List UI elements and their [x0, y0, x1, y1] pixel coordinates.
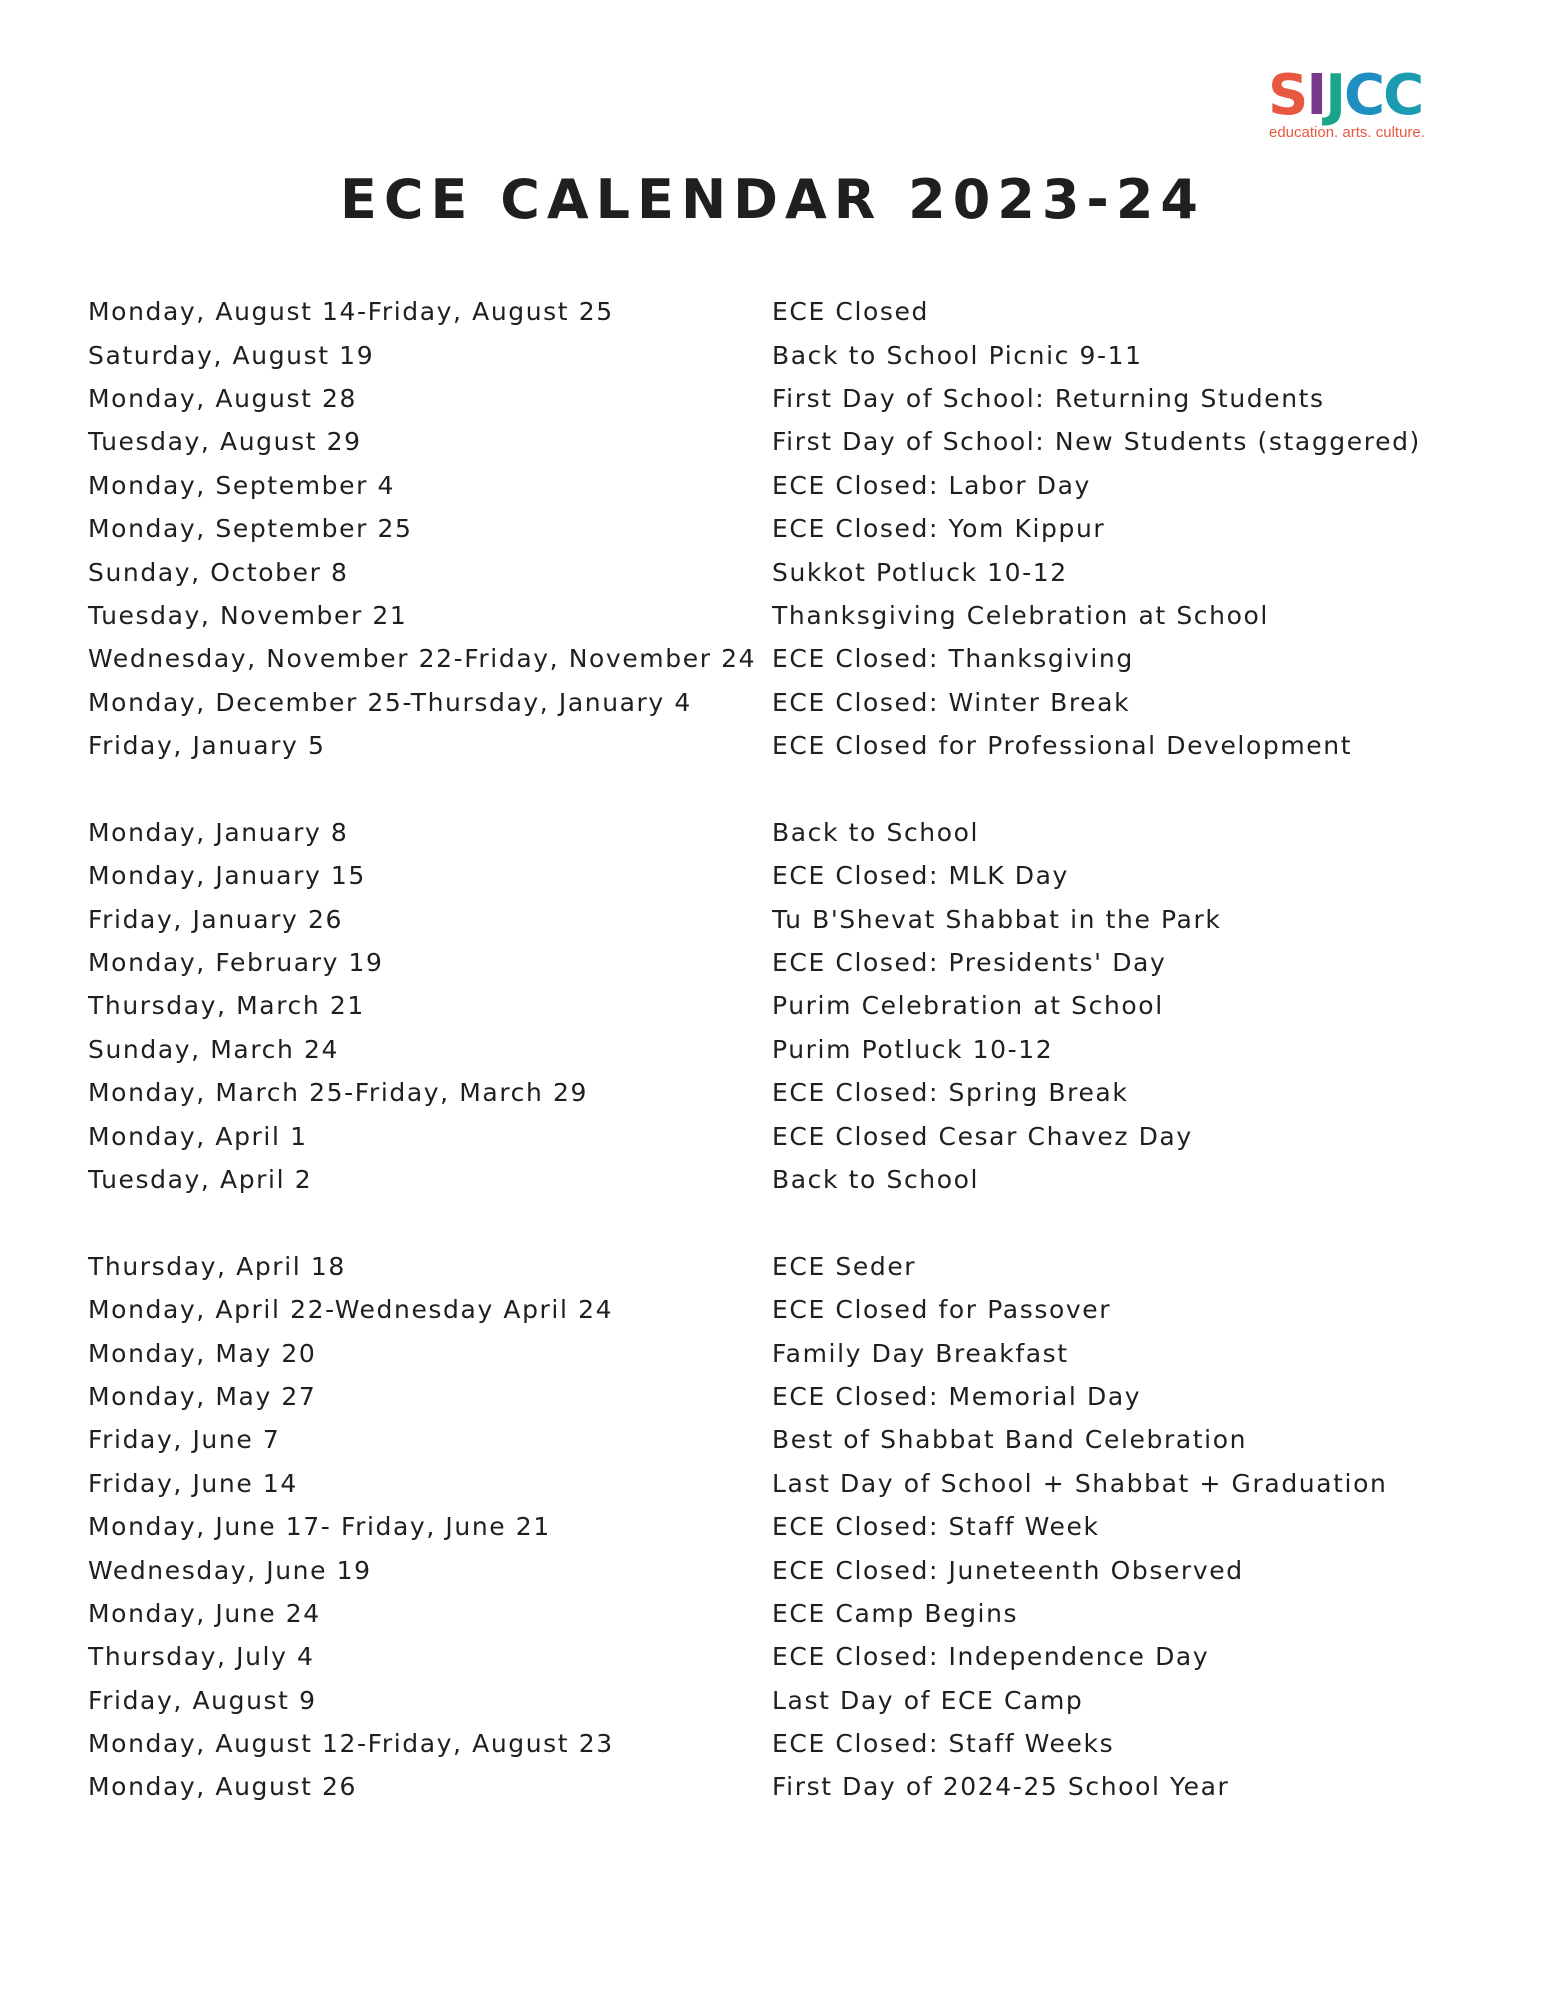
logo-wordmark [1268, 63, 1423, 128]
row-date: Monday, April 22-Wednesday April 24 [88, 1295, 614, 1325]
row-event: ECE Closed: Presidents' Day [772, 948, 1167, 978]
row-event: First Day of School: New Students (staggered) [772, 427, 1421, 457]
sijcc-logo [1268, 63, 1448, 146]
row-date: Monday, May 27 [88, 1381, 317, 1411]
calendar-row [88, 1505, 1488, 1548]
logo-letter: I [1306, 63, 1326, 128]
row-date: Wednesday, November 22-Friday, November 24 [88, 644, 757, 674]
row-event: Last Day of ECE Camp [772, 1685, 1084, 1715]
row-event: ECE Closed: MLK Day [772, 861, 1069, 891]
row-event: ECE Closed [772, 297, 929, 327]
row-event: ECE Closed: Staff Weeks [772, 1729, 1115, 1759]
row-event: ECE Closed: Thanksgiving [772, 644, 1134, 674]
row-date: Friday, January 5 [88, 731, 326, 761]
calendar-row [88, 550, 1488, 593]
row-event: ECE Closed: Spring Break [772, 1078, 1129, 1108]
row-event: Back to School [772, 817, 980, 847]
row-event: ECE Closed Cesar Chavez Day [772, 1121, 1193, 1151]
row-date: Friday, August 9 [88, 1685, 317, 1715]
row-event: ECE Closed: Labor Day [772, 470, 1091, 500]
row-date: Monday, February 19 [88, 948, 384, 978]
row-date: Monday, August 14-Friday, August 25 [88, 297, 614, 327]
calendar-row [88, 1679, 1488, 1722]
row-date: Sunday, October 8 [88, 557, 349, 587]
calendar-row [88, 984, 1488, 1027]
row-date: Wednesday, June 19 [88, 1555, 372, 1585]
calendar-row [88, 941, 1488, 984]
section-spacer [88, 1201, 1488, 1244]
logo-letter: C [1344, 63, 1384, 128]
calendar-row [88, 1722, 1488, 1765]
logo-tagline: education. arts. culture. [1269, 124, 1425, 141]
calendar-row [88, 1028, 1488, 1071]
calendar-row [88, 507, 1488, 550]
row-event: Back to School Picnic 9-11 [772, 340, 1143, 370]
row-event: ECE Closed: Juneteenth Observed [772, 1555, 1244, 1585]
row-date: Monday, September 25 [88, 514, 413, 544]
row-date: Monday, May 20 [88, 1338, 317, 1368]
row-date: Monday, August 26 [88, 1772, 358, 1802]
row-event: Thanksgiving Celebration at School [772, 600, 1269, 630]
calendar-row [88, 1288, 1488, 1331]
row-date: Friday, January 26 [88, 904, 343, 934]
section-spacer [88, 767, 1488, 810]
calendar-row [88, 854, 1488, 897]
calendar-row [88, 333, 1488, 376]
calendar-row [88, 811, 1488, 854]
row-event: ECE Camp Begins [772, 1598, 1019, 1628]
row-date: Thursday, July 4 [88, 1642, 315, 1672]
calendar-row [88, 1635, 1488, 1678]
calendar-row [88, 637, 1488, 680]
row-event: ECE Closed: Yom Kippur [772, 514, 1106, 544]
calendar-row [88, 1245, 1488, 1288]
row-event: Purim Celebration at School [772, 991, 1164, 1021]
row-event: Family Day Breakfast [772, 1338, 1069, 1368]
calendar-list [88, 290, 1488, 1809]
row-date: Thursday, April 18 [88, 1251, 346, 1281]
row-event: Back to School [772, 1165, 980, 1194]
page-title: ECE CALENDAR 2023-24 [340, 168, 1205, 231]
row-date: Saturday, August 19 [88, 340, 375, 370]
row-date: Monday, December 25-Thursday, January 4 [88, 687, 692, 717]
row-event: ECE Seder [772, 1251, 917, 1281]
calendar-row [88, 594, 1488, 637]
calendar-row [88, 290, 1488, 333]
calendar-row [88, 1375, 1488, 1418]
calendar-row [88, 897, 1488, 940]
row-event: ECE Closed: Independence Day [772, 1642, 1210, 1672]
row-date: Tuesday, August 29 [88, 427, 362, 457]
row-event: ECE Closed for Professional Development [772, 731, 1353, 761]
calendar-row [88, 1114, 1488, 1157]
logo-letter: C [1383, 63, 1423, 128]
row-date: Monday, January 15 [88, 861, 366, 891]
calendar-row [88, 1418, 1488, 1461]
row-event: ECE Closed: Winter Break [772, 687, 1131, 717]
row-date: Monday, January 8 [88, 817, 349, 847]
row-event: First Day of 2024-25 School Year [772, 1772, 1230, 1802]
row-event: Last Day of School + Shabbat + Graduation [772, 1468, 1388, 1498]
logo-letter: J [1325, 63, 1345, 128]
logo-letter: S [1268, 63, 1307, 128]
calendar-row [88, 724, 1488, 767]
row-event: ECE Closed: Staff Week [772, 1512, 1100, 1542]
row-date: Friday, June 7 [88, 1425, 281, 1455]
row-event: ECE Closed: Memorial Day [772, 1381, 1142, 1411]
row-date: Monday, April 1 [88, 1121, 308, 1151]
row-event: Purim Potluck 10-12 [772, 1034, 1054, 1064]
row-date: Monday, August 12-Friday, August 23 [88, 1729, 614, 1759]
row-event: Tu B'Shevat Shabbat in the Park [772, 904, 1222, 934]
calendar-row [88, 420, 1488, 463]
calendar-row [88, 1462, 1488, 1505]
row-date: Monday, June 24 [88, 1598, 321, 1628]
calendar-row [88, 1548, 1488, 1591]
calendar-row [88, 464, 1488, 507]
calendar-row [88, 1592, 1488, 1635]
row-event: Best of Shabbat Band Celebration [772, 1425, 1248, 1455]
calendar-row [88, 1158, 1488, 1201]
row-date: Thursday, March 21 [88, 991, 365, 1021]
row-date: Monday, September 4 [88, 470, 396, 500]
calendar-row [88, 681, 1488, 724]
calendar-row [88, 377, 1488, 420]
row-date: Sunday, March 24 [88, 1034, 340, 1064]
row-event: ECE Closed for Passover [772, 1295, 1112, 1325]
calendar-row [88, 1765, 1488, 1808]
row-event: Sukkot Potluck 10-12 [772, 557, 1068, 587]
row-date: Monday, June 17- Friday, June 21 [88, 1512, 551, 1542]
row-date: Monday, August 28 [88, 383, 358, 413]
row-date: Tuesday, November 21 [88, 600, 408, 630]
calendar-row [88, 1071, 1488, 1114]
calendar-row [88, 1331, 1488, 1374]
row-date: Monday, March 25-Friday, March 29 [88, 1078, 589, 1108]
row-event: First Day of School: Returning Students [772, 383, 1325, 413]
row-date: Tuesday, April 2 [88, 1165, 313, 1194]
row-date: Friday, June 14 [88, 1468, 298, 1498]
